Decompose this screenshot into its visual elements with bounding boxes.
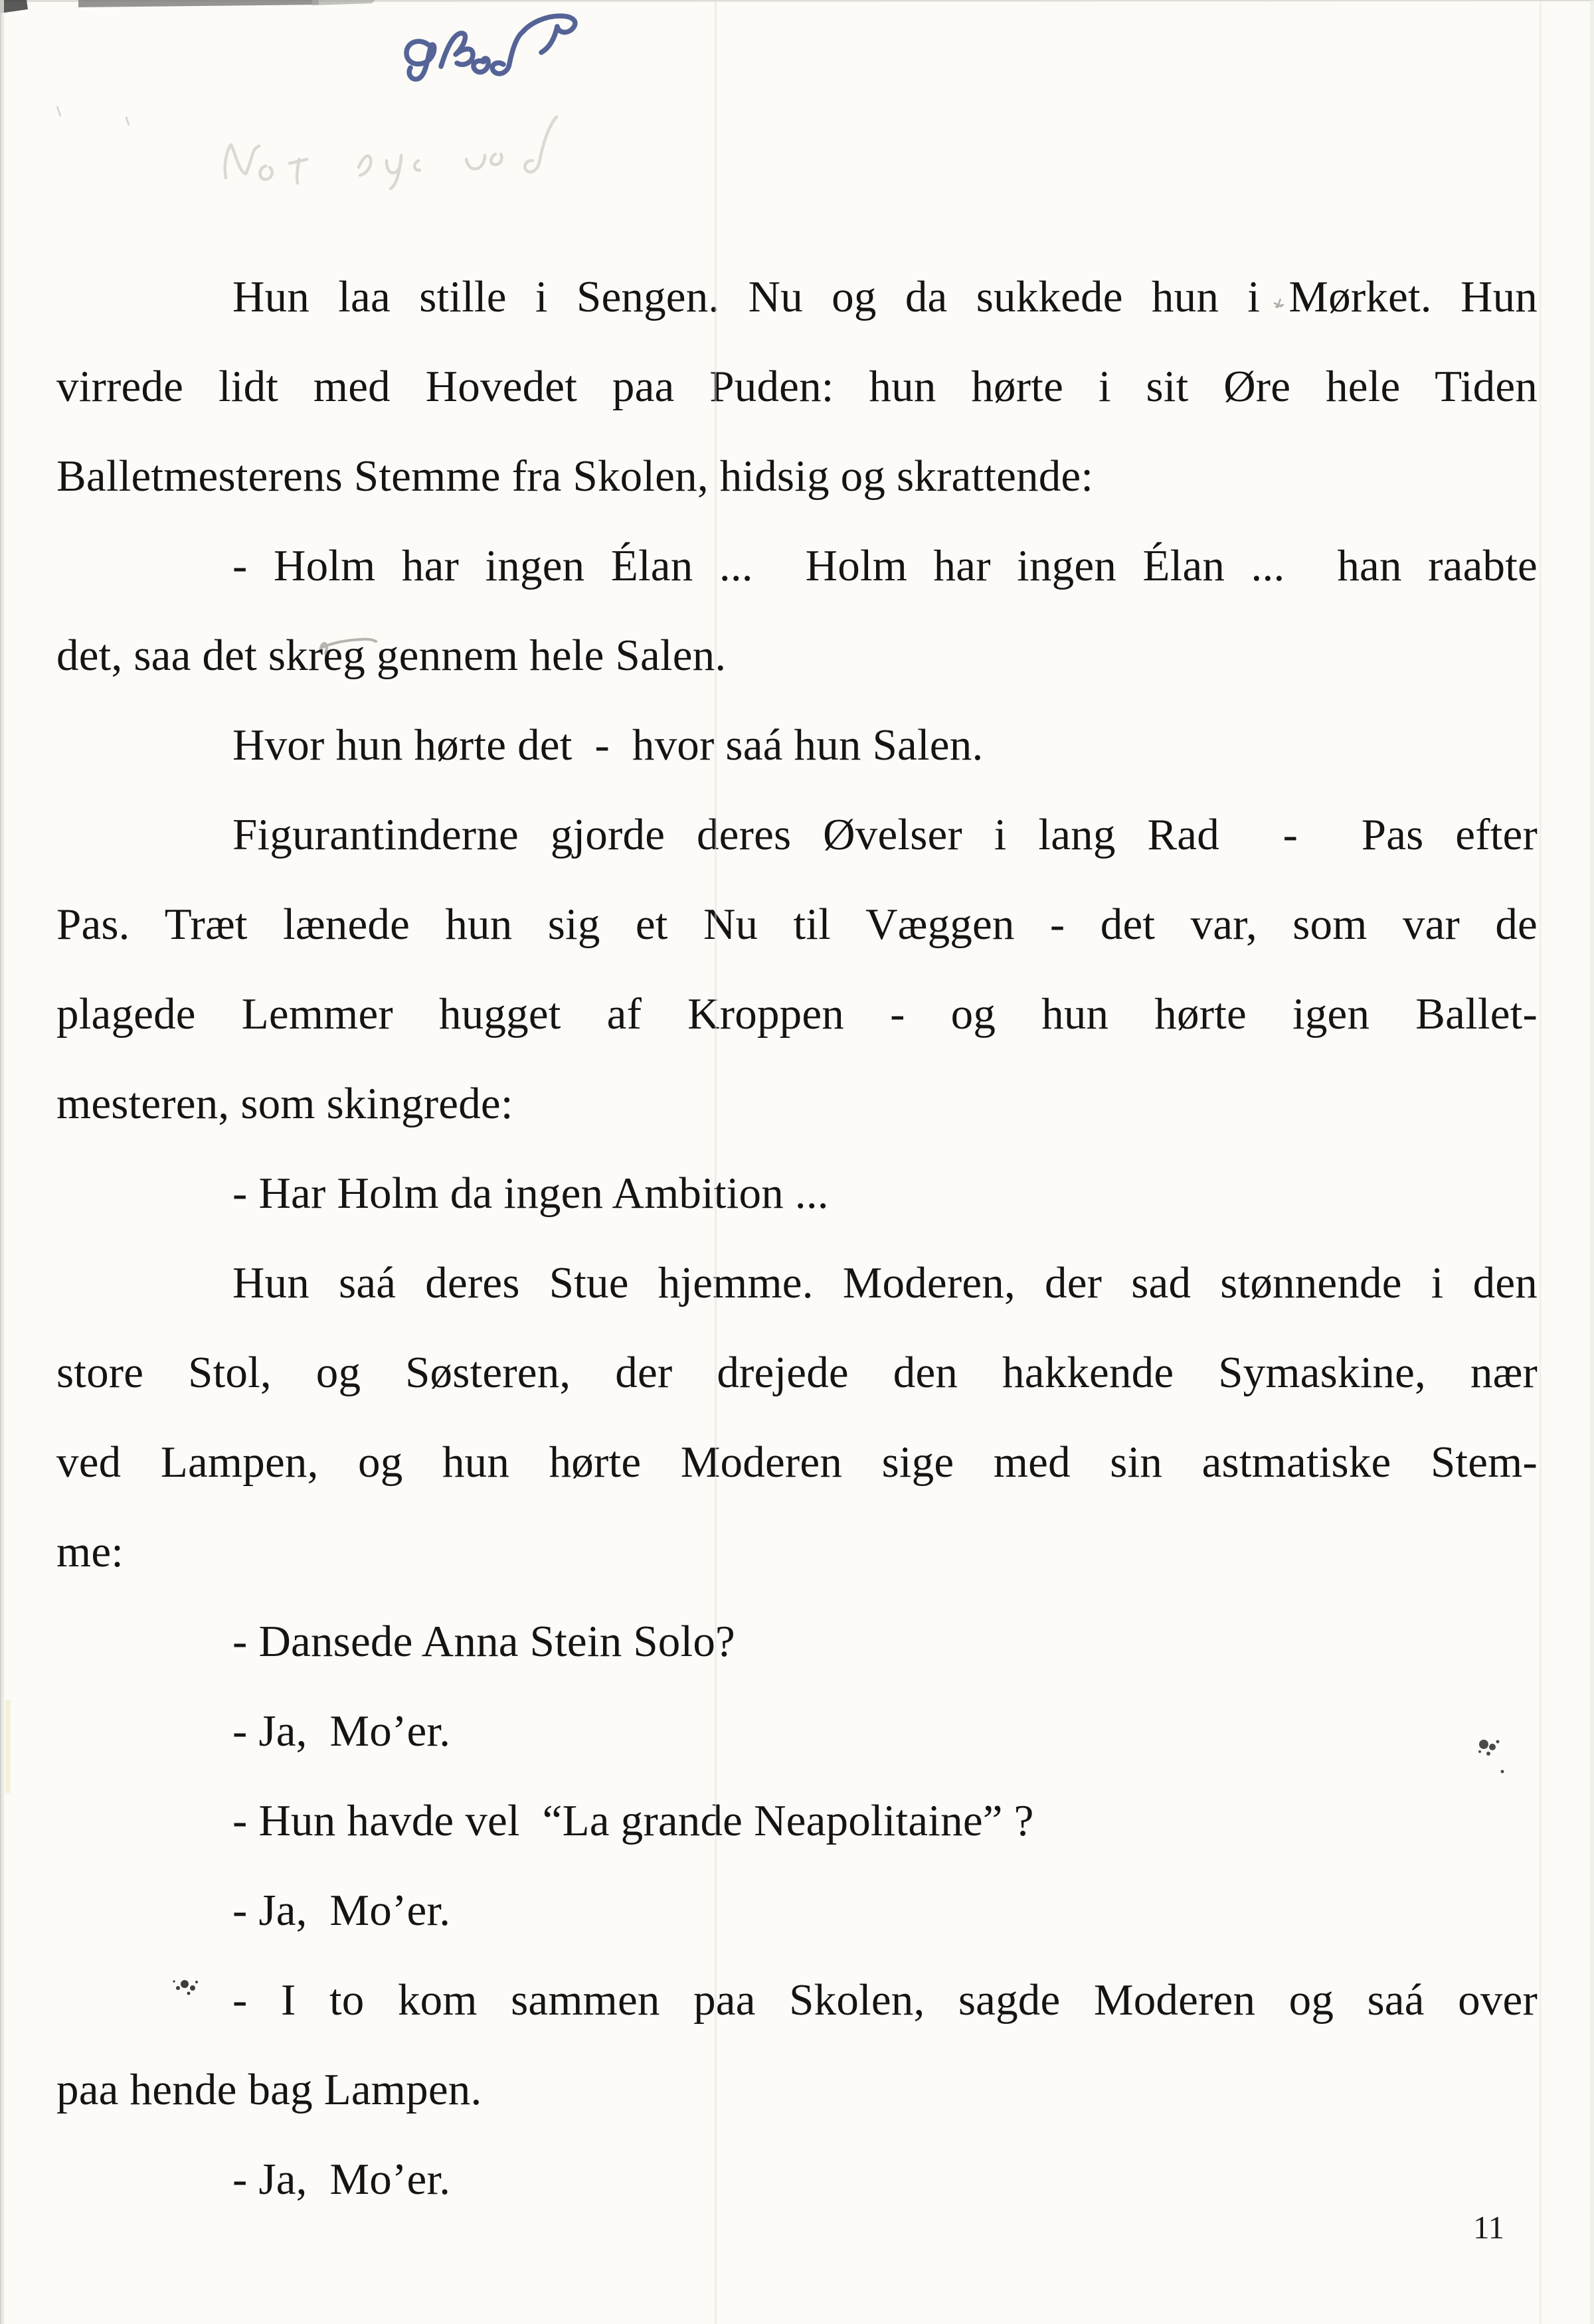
text-line: Hun laa stille i Sengen. Nu og da sukkede hun i Mørket. Hun <box>232 272 1538 321</box>
text-block <box>56 252 1538 2224</box>
top-edge-scan-artifact <box>0 0 1594 13</box>
text-line: store Stol, og Søsteren, der drejede den hakkende Symaskine, nær <box>56 1348 1538 1397</box>
text-line: ved Lampen, og hun hørte Moderen sige med sin astmatiske Stem- <box>56 1438 1538 1487</box>
text-line: Hun saá deres Stue hjemme. Moderen, der sad stønnende i den <box>232 1258 1538 1307</box>
text-line: Balletmesterens Stemme fra Skolen, hidsig og skrattende: <box>56 452 1094 501</box>
text-line: - Hun havde vel “La grande Neapolitaine” ? <box>232 1796 1034 1845</box>
text-line: Pas. Træt lænede hun sig et Nu til Væggen - det var, som var de <box>56 900 1538 949</box>
text-line: paa hende bag Lampen. <box>56 2065 482 2114</box>
text-line: Hvor hun hørte det - hvor saá hun Salen. <box>232 720 984 770</box>
text-line: me: <box>56 1527 124 1576</box>
text-line: - Dansede Anna Stein Solo? <box>232 1617 735 1666</box>
text-line: Figurantinderne gjorde deres Øvelser i lang Rad - Pas efter <box>232 810 1538 859</box>
page-number: 11 <box>1473 2209 1505 2246</box>
text-line: - Ja, Mo’er. <box>232 1706 451 1756</box>
text-line: - Ja, Mo’er. <box>232 1886 451 1935</box>
ink-note-handwriting <box>406 16 575 79</box>
pencil-note-handwriting <box>225 117 557 189</box>
text-line: virrede lidt med Hovedet paa Puden: hun hørte i sit Øre hele Tiden <box>56 362 1538 411</box>
text-line: - Holm har ingen Élan ... Holm har ingen Élan ... han raabte <box>232 541 1538 590</box>
paper-stain <box>5 1700 11 1793</box>
margin-specks <box>57 106 129 125</box>
text-line: - Har Holm da ingen Ambition ... <box>232 1169 829 1218</box>
text-line: det, saa det skreg gennem hele Salen. <box>56 631 727 680</box>
text-line: - Ja, Mo’er. <box>232 2155 451 2204</box>
text-line: plagede Lemmer hugget af Kroppen - og hun hørte igen Ballet- <box>56 989 1538 1038</box>
text-line: mesteren, som skingrede: <box>56 1079 513 1128</box>
text-line: - I to kom sammen paa Skolen, sagde Moderen og saá over <box>232 1975 1538 2025</box>
